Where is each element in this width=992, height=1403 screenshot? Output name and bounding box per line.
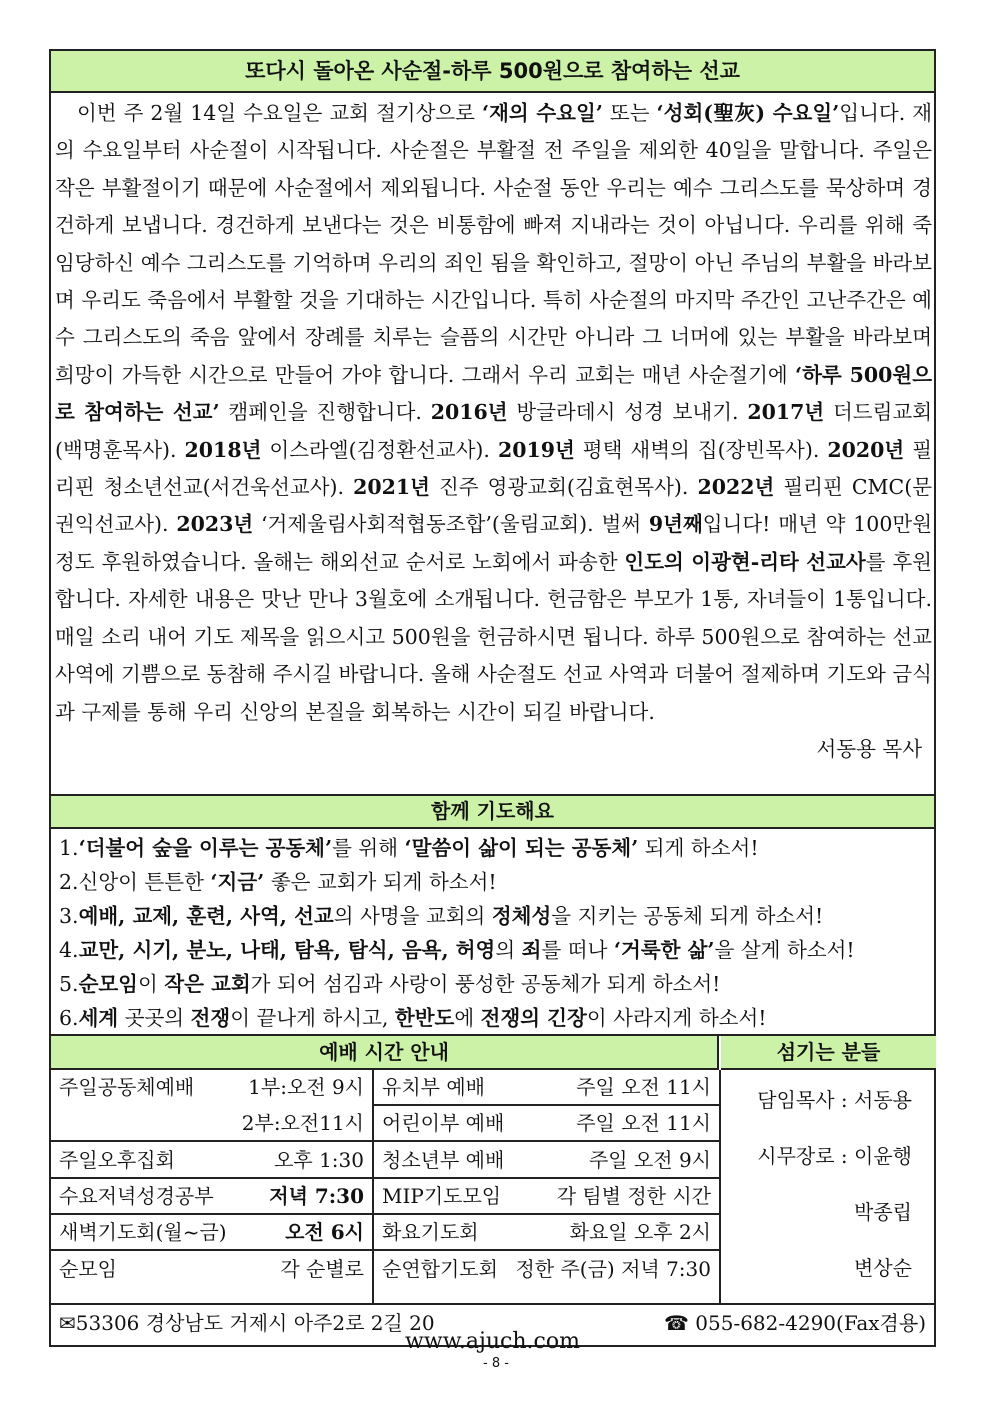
article-segment: 9년째 bbox=[648, 512, 703, 537]
prayer-segment: 죄 bbox=[521, 938, 542, 962]
phone-icon: ☎ bbox=[663, 1311, 689, 1335]
article-segment: 2016년 bbox=[430, 400, 508, 425]
schedule-event-name: 수요저녁성경공부 bbox=[59, 1183, 214, 1208]
article-segment: 필리핀 청소년선교(서건욱선교사). bbox=[55, 437, 933, 500]
prayer-segment: 를 떠나 bbox=[541, 938, 614, 962]
schedule-row bbox=[51, 1215, 372, 1251]
schedule-event-time: 정한 주(금) 저녁 7:30 bbox=[515, 1256, 711, 1281]
schedule-event-time: 주일 오전 9시 bbox=[588, 1147, 711, 1172]
prayer-segment: 세계 bbox=[78, 1006, 119, 1030]
schedule-event-time: 오후 1:30 bbox=[274, 1147, 364, 1172]
prayer-segment: 교만, 시기, 분노, 나태, 탐욕, 탐식, 음욕, 허영 bbox=[78, 938, 496, 962]
article-paragraph bbox=[55, 95, 932, 731]
schedule-event-time: 오전 6시 bbox=[285, 1220, 364, 1245]
schedule-event-time: 1부:오전 9시 bbox=[248, 1075, 364, 1099]
schedule-event-time: 2부:오전11시 bbox=[241, 1111, 364, 1136]
schedule-event-time: 각 순별로 bbox=[280, 1256, 364, 1281]
schedule-event-name: 유치부 예배 bbox=[382, 1075, 485, 1099]
prayer-segment: ‘더불어 숲을 이루는 공동체’ bbox=[78, 836, 333, 860]
article-segment: 2019년 bbox=[497, 437, 575, 462]
article-segment: 진주 영광교회(김효현목사). bbox=[429, 475, 698, 500]
prayer-segment: 작은 교회 bbox=[164, 972, 251, 996]
schedule-section bbox=[51, 1036, 934, 1305]
schedule-event-name: 새벽기도회(월~금) bbox=[59, 1220, 227, 1245]
prayer-segment: 전쟁의 긴장 bbox=[480, 1006, 587, 1030]
article-segment: 2023년 bbox=[176, 512, 254, 537]
schedule-event-name: MIP기도모임 bbox=[382, 1183, 502, 1208]
schedule-event-name: 주일공동체예배 bbox=[59, 1075, 195, 1099]
schedule-row bbox=[51, 1252, 372, 1288]
article-segment: 캠페인을 진행합니다. bbox=[219, 400, 431, 425]
prayer-segment: ‘거룩한 삶’ bbox=[613, 938, 715, 962]
prayer-segment: 5. bbox=[59, 972, 79, 996]
staff-member: 박종립 bbox=[854, 1200, 912, 1224]
bulletin-page bbox=[49, 49, 936, 1354]
article-segment: 또는 bbox=[602, 101, 657, 125]
prayer-segment: 을 살게 하소서! bbox=[714, 938, 855, 962]
prayer-segment: 4. bbox=[59, 938, 79, 962]
prayer-segment: 이 사라지게 하소서! bbox=[586, 1006, 767, 1030]
prayer-segment: 전쟁 bbox=[190, 1006, 231, 1030]
schedule-row bbox=[374, 1070, 719, 1106]
article-segment: ‘거제울림사회적협동조합’(울림교회). 벌써 bbox=[253, 512, 649, 537]
staff-member: 담임목사 : 서동용 bbox=[757, 1088, 912, 1112]
schedule-row bbox=[51, 1143, 372, 1179]
prayer-segment: 가 되어 섬김과 사랑이 풍성한 공동체가 되게 하소서! bbox=[250, 972, 721, 996]
prayer-segment: ‘말씀이 삶이 되는 공동체’ bbox=[404, 836, 639, 860]
schedule-event-time: 주일 오전 11시 bbox=[576, 1111, 711, 1136]
schedule-event-time: 화요일 오후 2시 bbox=[569, 1220, 711, 1245]
article-segment: 이스라엘(김정환선교사). bbox=[261, 437, 498, 462]
prayer-item bbox=[59, 831, 934, 865]
prayer-segment: 정체성 bbox=[491, 904, 552, 928]
schedule-event-time: 주일 오전 11시 bbox=[576, 1075, 711, 1099]
article-segment: ‘하루 500원으로 참여하는 선교’ bbox=[55, 362, 932, 425]
article-segment: 이번 주 2월 14일 수요일은 교회 절기상으로 bbox=[77, 101, 482, 125]
prayer-segment: 3. bbox=[59, 904, 79, 928]
article-segment: 2020년 bbox=[827, 437, 905, 462]
article-title: 또다시 돌아온 사순절-하루 500원으로 참여하는 선교 bbox=[51, 51, 934, 93]
article-body bbox=[51, 93, 934, 796]
schedule-event-name: 순연합기도회 bbox=[382, 1256, 498, 1281]
schedule-row bbox=[51, 1179, 372, 1215]
article-segment: 방글라데시 성경 보내기. bbox=[507, 400, 748, 425]
prayer-list bbox=[51, 829, 934, 1036]
mail-icon: ✉ bbox=[59, 1311, 76, 1335]
staff-title: 섬기는 분들 bbox=[721, 1036, 936, 1070]
schedule-event-time: 각 팀별 정한 시간 bbox=[556, 1183, 711, 1208]
address-text: 53306 경상남도 거제시 아주2로 2길 20 bbox=[75, 1311, 435, 1335]
schedule-row bbox=[51, 1106, 372, 1142]
prayer-item bbox=[59, 967, 934, 1001]
article-segment: 2022년 bbox=[697, 475, 775, 500]
page-number: - 8 - bbox=[483, 1356, 509, 1371]
schedule-event-name: 주일오후집회 bbox=[59, 1147, 175, 1172]
schedule-title: 예배 시간 안내 bbox=[51, 1036, 719, 1070]
prayer-item bbox=[59, 865, 934, 899]
phone-text: 055-682-4290(Fax겸용) bbox=[695, 1311, 926, 1335]
schedule-event-name: 어린이부 예배 bbox=[382, 1111, 505, 1136]
prayer-segment: 2.신앙이 튼튼한 bbox=[59, 870, 211, 894]
schedule-event-time: 저녁 7:30 bbox=[269, 1183, 364, 1208]
prayer-title: 함께 기도해요 bbox=[51, 796, 934, 829]
prayer-segment: 을 지키는 공동체 되게 하소서! bbox=[551, 904, 824, 928]
prayer-segment: 의 bbox=[495, 938, 522, 962]
prayer-segment: 이 끝나게 하시고, bbox=[230, 1006, 395, 1030]
article-segment: 더드림교회(백명훈목사). bbox=[55, 400, 932, 462]
staff-list bbox=[721, 1072, 936, 1303]
schedule-row bbox=[374, 1179, 719, 1215]
prayer-segment: 에 bbox=[454, 1006, 481, 1030]
website-link[interactable]: www.ajuch.com bbox=[405, 1329, 580, 1354]
prayer-item bbox=[59, 899, 934, 933]
article-segment: 2018년 bbox=[184, 437, 262, 462]
prayer-segment: 예배, 교제, 훈련, 사역, 선교 bbox=[78, 904, 334, 928]
article-segment: 인도의 이광현-리타 선교사 bbox=[624, 549, 866, 574]
article-segment: 를 후원합니다. 자세한 내용은 맛난 만나 3월호에 소개됩니다. 헌금함은 부모가 1통, 자녀들이 1통입니다. 매일 소리 내어 기도 제목을 읽으시고 500원을 헌금하시면 됩니다. 하루 500원으로 참여하는 선교 사역에 기쁨으로 동참해 주시길 바랍니다. 올해 사순절도 선교 사역과 더불어 절제하며 기도와 금식과 구제를 통해 우리 신앙의 본질을 회복하는 시간이 되길 바랍니다. bbox=[55, 549, 932, 724]
staff-member: 변상순 bbox=[854, 1256, 912, 1280]
prayer-segment: 되게 하소서! bbox=[638, 836, 759, 860]
prayer-segment: 한반도 bbox=[394, 1006, 455, 1030]
schedule-event-name: 청소년부 예배 bbox=[382, 1147, 505, 1172]
article-segment: 입니다. 재의 수요일부터 사순절이 시작됩니다. 사순절은 부활절 전 주일을 제외한 40일을 말합니다. 주일은 작은 부활절이기 때문에 사순절에서 제외됩니다. 사순절 동안 우리는 예수 그리스도를 묵상하며 경건하게 보냅니다. 경건하게 보낸다는 것은 비통함에 빠져 지내라는 것이 아닙니다. 우리를 위해 죽임당하신 예수 그리스도를 기억하며 우리의 죄인 됨을 확인하고, 절망이 아닌 주님의 부활을 바라보며 우리도 죽음에서 부활할 것을 기대하는 시간입니다. 특히 사순절의 마지막 주간인 고난주간은 예수 그리스도의 죽음 앞에서 장례를 치루는 슬픔의 시간만 아니라 그 너머에 있는 부활을 바라보며 희망이 가득한 시간으로 만들어 가야 합니다. 그래서 우리 교회는 매년 사순절기에 bbox=[55, 101, 933, 387]
prayer-segment: 의 사명을 교회의 bbox=[333, 904, 492, 928]
schedule-row bbox=[374, 1252, 719, 1288]
prayer-segment: 순모임 bbox=[78, 972, 138, 996]
prayer-segment: ‘지금’ bbox=[210, 870, 265, 894]
prayer-item bbox=[59, 1001, 934, 1035]
schedule-row bbox=[374, 1106, 719, 1142]
prayer-segment: 6. bbox=[59, 1006, 79, 1030]
article-segment: 필리핀 CMC(문권익선교사). bbox=[55, 475, 932, 537]
prayer-segment: 이 bbox=[137, 972, 165, 996]
schedule-row bbox=[374, 1143, 719, 1179]
prayer-segment: 1. bbox=[59, 836, 79, 860]
article-segment: 2021년 bbox=[353, 475, 430, 500]
prayer-item bbox=[59, 933, 934, 967]
article-segment: ‘재의 수요일’ bbox=[481, 101, 603, 125]
article-segment: ‘성회(聖灰) 수요일’ bbox=[656, 101, 840, 125]
schedule-row bbox=[51, 1070, 372, 1106]
article-segment: 평택 새벽의 집(장빈목사). bbox=[574, 437, 828, 462]
schedule-event-name: 순모임 bbox=[59, 1256, 117, 1281]
prayer-segment: 좋은 교회가 되게 하소서! bbox=[264, 870, 497, 894]
prayer-segment: 곳곳의 bbox=[118, 1006, 191, 1030]
article-signature: 서동용 목사 bbox=[816, 736, 922, 761]
article-segment: 입니다! 매년 약 100만원 정도 후원하였습니다. 올해는 해외선교 순서로 노회에서 파송한 bbox=[55, 512, 932, 574]
schedule-event-name: 화요기도회 bbox=[382, 1220, 479, 1245]
footer bbox=[51, 1305, 934, 1352]
prayer-segment: 를 위해 bbox=[332, 836, 405, 860]
staff-member: 시무장로 : 이윤행 bbox=[757, 1144, 912, 1168]
article-segment: 2017년 bbox=[747, 400, 825, 425]
schedule-row bbox=[374, 1215, 719, 1251]
